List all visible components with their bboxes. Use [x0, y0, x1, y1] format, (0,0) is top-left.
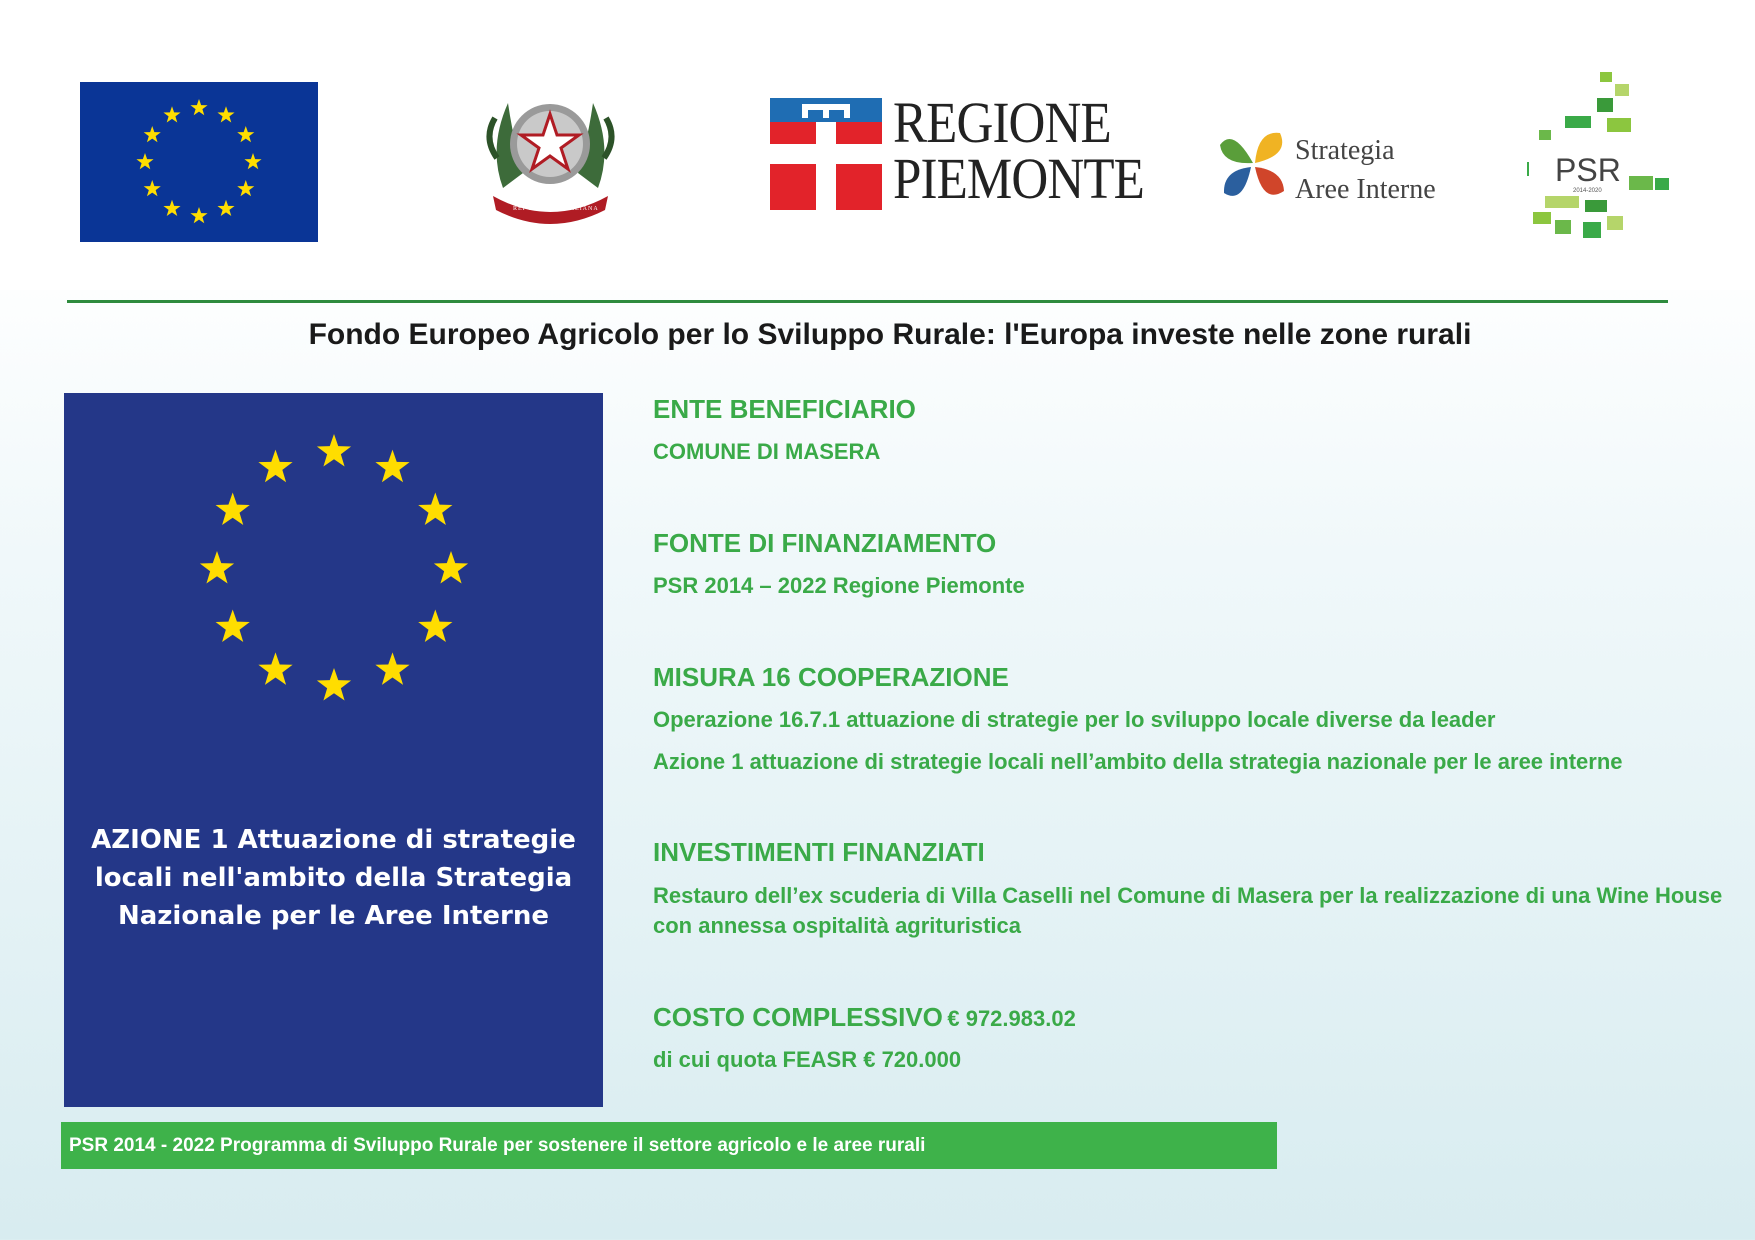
regione-line1: REGIONE [893, 90, 1111, 155]
small-star-icon-6 [217, 200, 234, 216]
small-star-icon-8 [163, 200, 180, 216]
star-icon-2 [375, 450, 409, 483]
investimenti-heading: INVESTIMENTI FINANZIATI [653, 837, 985, 867]
eu-stars-icon [64, 393, 603, 1107]
investimenti-value: Restauro dell’ex scuderia di Villa Caselli nel Comune di Masera per la realizzazione di una Wine House con annessa ospitalità agrituristica [653, 883, 1723, 938]
emblem-text: REPVBBLICA ITALIANA [513, 206, 599, 212]
page-title: Fondo Europeo Agricolo per lo Sviluppo Rurale: l'Europa investe nelle zone rurali [308, 318, 1472, 351]
divider [67, 300, 1668, 303]
star-icon-11 [216, 493, 250, 526]
star-icon-10 [200, 551, 234, 584]
eu-flag-icon [80, 82, 318, 242]
strategia-petals-icon [1218, 125, 1288, 205]
regione-piemonte-logo [770, 90, 1150, 215]
quota-value: di cui quota FEASR € 720.000 [653, 1047, 962, 1072]
psr-label: PSR [1555, 152, 1621, 188]
beneficiario-heading: ENTE BENEFICIARIO [653, 394, 916, 424]
regione-line2: PIEMONTE [893, 146, 1144, 211]
small-star-icon-3 [237, 126, 254, 142]
strategia-line2: Aree Interne [1295, 174, 1436, 205]
repubblica-italiana-emblem [483, 78, 618, 233]
psr-logo [1525, 72, 1670, 242]
strategia-aree-interne-logo [1218, 125, 1458, 210]
star-icon-7 [317, 668, 351, 701]
small-star-icon-5 [237, 180, 254, 196]
small-star-icon-9 [144, 180, 161, 196]
small-star-icon-10 [136, 153, 153, 169]
star-icon-9 [216, 610, 250, 643]
small-star-icon-11 [144, 126, 161, 142]
misura-line2: Azione 1 attuazione di strategie locali nell’ambito della strategia nazionale per le aree interne [653, 749, 1623, 774]
costo-value: € 972.983.02 [947, 1006, 1076, 1031]
fonte-heading: FONTE DI FINANZIAMENTO [653, 528, 997, 558]
star-icon-12 [258, 450, 292, 483]
misura-heading: MISURA 16 COOPERAZIONE [653, 662, 1009, 692]
star-icon-6 [375, 652, 409, 685]
misura-line1: Operazione 16.7.1 attuazione di strategie per lo sviluppo locale diverse da leader [653, 707, 1496, 732]
panel-text: AZIONE 1 Attuazione di strategie locali nell'ambito della Strategia Nazionale per le Aree Interne [91, 825, 576, 931]
star-icon-3 [418, 493, 452, 526]
star-icon-8 [258, 652, 292, 685]
eu-panel [64, 393, 603, 1107]
small-star-icon-7 [190, 207, 207, 223]
small-star-icon-12 [163, 106, 180, 122]
costo-heading: COSTO COMPLESSIVO [653, 1002, 943, 1032]
fonte-value: PSR 2014 – 2022 Regione Piemonte [653, 573, 1025, 598]
strategia-line1: Strategia [1295, 135, 1395, 166]
psr-years: 2014-2020 [1573, 188, 1602, 194]
piemonte-cross-icon [770, 98, 882, 210]
small-star-icon-4 [244, 153, 261, 169]
star-icon-4 [434, 551, 468, 584]
small-star-icon-1 [190, 99, 207, 115]
footer-bar: PSR 2014 - 2022 Programma di Sviluppo Rurale per sostenere il settore agricolo e le aree rurali [61, 1122, 1277, 1169]
costo-row [653, 1002, 1743, 1034]
small-star-icon-2 [217, 106, 234, 122]
star-icon-5 [418, 610, 452, 643]
beneficiario-value: COMUNE DI MASERA [653, 439, 881, 464]
star-icon-1 [317, 434, 351, 467]
